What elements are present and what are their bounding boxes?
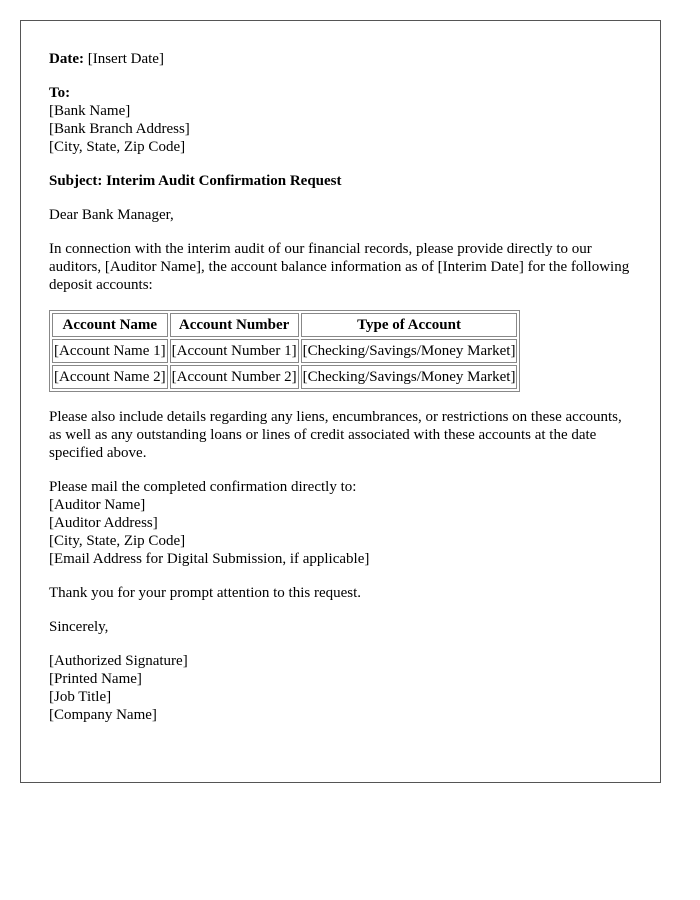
header-account-name: Account Name [52,313,168,337]
thanks: Thank you for your prompt attention to this request. [49,585,362,601]
table-header-row [52,313,517,337]
intro-paragraph: In connection with the interim audit of our financial records, please provide directly to our auditors, [Auditor Name], the account balance information as of [Interim Date] for the following deposit accounts: [49,241,630,293]
letter [20,20,661,783]
date-value: [Insert Date] [87,51,164,67]
details-paragraph: Please also include details regarding any liens, encumbrances, or restrictions on these accounts, as well as any outstanding loans or lines of credit associated with these accounts at the date specified above. [49,409,622,461]
auditor-email: [Email Address for Digital Submission, if applicable] [49,551,370,567]
mail-block [49,478,632,568]
recipient-block [49,84,632,156]
auditor-name: [Auditor Name] [49,497,146,513]
cell-account-type: [Checking/Savings/Money Market] [301,365,518,389]
bank-city: [City, State, Zip Code] [49,139,186,155]
table-row [52,365,517,389]
cell-account-number: [Account Number 1] [170,339,299,363]
accounts-table [49,310,520,392]
bank-address: [Bank Branch Address] [49,121,190,137]
cell-account-name: [Account Name 1] [52,339,168,363]
printed-name: [Printed Name] [49,671,142,687]
salutation: Dear Bank Manager, [49,207,174,223]
date-label: Date: [49,51,84,67]
header-account-number: Account Number [170,313,299,337]
closing: Sincerely, [49,619,109,635]
to-label: To: [49,85,71,101]
auditor-city: [City, State, Zip Code] [49,533,186,549]
cell-account-number: [Account Number 2] [170,365,299,389]
subject-text: Subject: Interim Audit Confirmation Request [49,173,342,189]
auditor-address: [Auditor Address] [49,515,158,531]
job-title: [Job Title] [49,689,112,705]
signature: [Authorized Signature] [49,653,188,669]
cell-account-name: [Account Name 2] [52,365,168,389]
signature-block [49,652,632,724]
table-row [52,339,517,363]
header-account-type: Type of Account [301,313,518,337]
cell-account-type: [Checking/Savings/Money Market] [301,339,518,363]
bank-name: [Bank Name] [49,103,131,119]
date-line [49,50,632,68]
company-name: [Company Name] [49,707,157,723]
mail-intro: Please mail the completed confirmation directly to: [49,479,357,495]
subject [49,172,632,190]
